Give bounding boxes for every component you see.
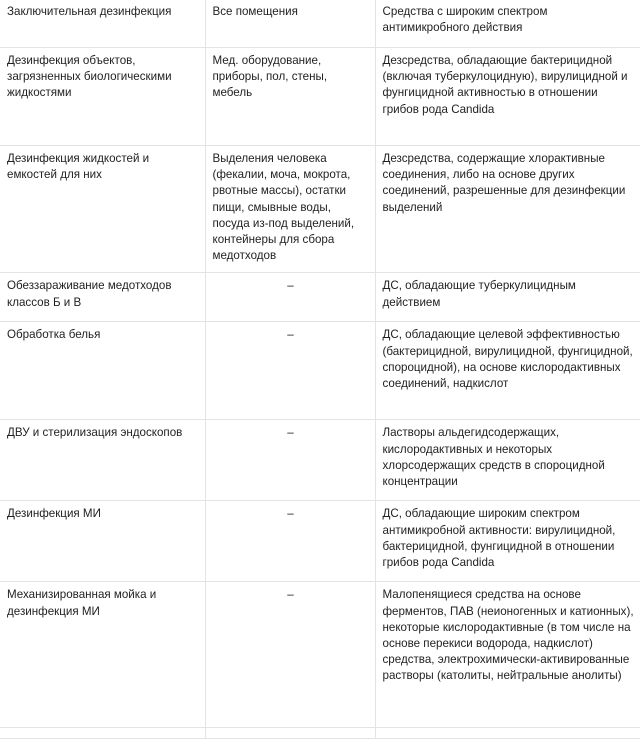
table-cell-means: ДС, обладающие широким спектром антимикробной активности: вирулицидной, бактерицидной, фунгицидной в отношении грибов рода Candida: [375, 501, 640, 582]
table-cell-means: Дезсредства, содержащие хлорактивные соединения, либо на основе других соединений, разрешенные для дезинфекции выделений: [375, 146, 640, 273]
table-cell-means: Ластворы альдегидсодержащих, кислородактивных и некоторых хлорсодержащих средств в спороцидной концентрации: [375, 420, 640, 501]
table-cell-objects: Все помещения: [205, 0, 375, 48]
table-cell-stage: Механизированная мойка и дезинфекция МИ: [0, 582, 205, 728]
table-cell-means: ДС, обладающие целевой эффективностью (бактерицидной, вирулицидной, фунгицидной, спороцидной), на основе кислородактивных соединений, надкислот: [375, 322, 640, 420]
table-row: [0, 0, 640, 48]
table-row: [0, 501, 640, 582]
table-cell-means: ДС, обладающие туберкулицидным действием: [375, 273, 640, 322]
table-cell-objects: –: [205, 501, 375, 582]
table-cell-empty: [375, 728, 640, 739]
table-row: [0, 273, 640, 322]
table-cell-stage: Заключительная дезинфекция: [0, 0, 205, 48]
table-cell-stage: Дезинфекция жидкостей и емкостей для них: [0, 146, 205, 273]
table-row-partial: [0, 728, 640, 739]
table-cell-objects: –: [205, 322, 375, 420]
table-cell-stage: Дезинфекция МИ: [0, 501, 205, 582]
table-cell-means: Малопенящиеся средства на основе ферментов, ПАВ (неионогенных и катионных), некоторые кислородактивные (в том числе на основе перекиси водорода, надкислот) средства, электрохимически-активированные растворы (католиты, нейтральные анолиты): [375, 582, 640, 728]
table-cell-objects: Выделения человека (фекалии, моча, мокрота, рвотные массы), остатки пищи, смывные воды, посуда из-под выделений, контейнеры для сбора медотходов: [205, 146, 375, 273]
table-cell-empty: [205, 728, 375, 739]
table-row: [0, 48, 640, 146]
table-cell-stage: ДВУ и стерилизация эндоскопов: [0, 420, 205, 501]
table-cell-means: Средства с широким спектром антимикробного действия: [375, 0, 640, 48]
table-cell-means: Дезсредства, обладающие бактерицидной (включая туберкулоцидную), вирулицидной и фунгицидной активностью в отношении грибов рода Candida: [375, 48, 640, 146]
table-cell-objects: –: [205, 273, 375, 322]
table-cell-stage: Обработка белья: [0, 322, 205, 420]
table-row: [0, 582, 640, 728]
table-cell-objects: –: [205, 582, 375, 728]
table-row: [0, 146, 640, 273]
table-cell-empty: [0, 728, 205, 739]
table-cell-objects: –: [205, 420, 375, 501]
table-row: [0, 322, 640, 420]
table-cell-stage: Обеззараживание медотходов классов Б и В: [0, 273, 205, 322]
table-cell-objects: Мед. оборудование, приборы, пол, стены, мебель: [205, 48, 375, 146]
table-row: [0, 420, 640, 501]
table-cell-stage: Дезинфекция объектов, загрязненных биологическими жидкостями: [0, 48, 205, 146]
